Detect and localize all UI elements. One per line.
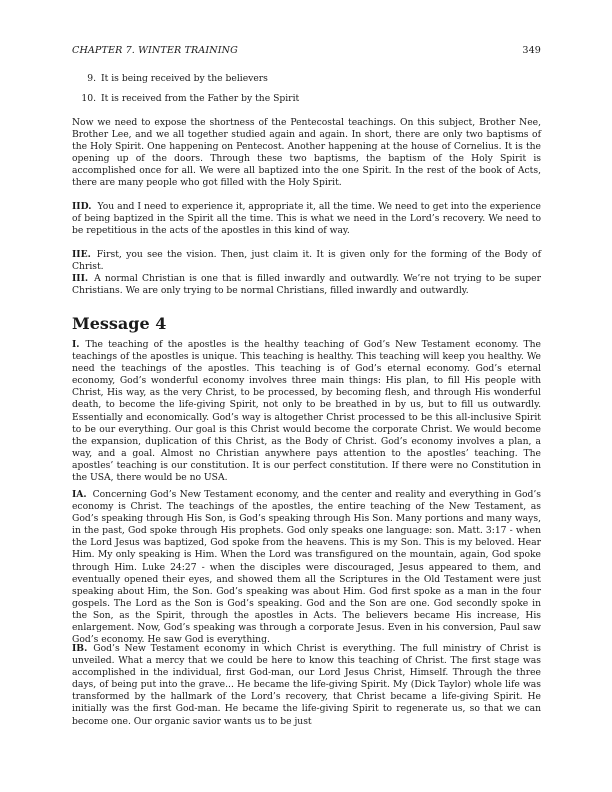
paragraph: [72, 643, 541, 728]
paragraph-text: The teaching of the apostles is the healthy teaching of God’s New Testament economy. The teachings of the apostles is unique. This teaching is healthy. This teaching will keep you healthy. We need the teachings of the apostles. This teaching is of God’s eternal economy. God’s eternal economy, God’s wonderful economy involves three main things: His plan, to fill His people with Christ, His way, as the very Christ, to be processed, by becoming flesh, and through His wonderful death, to become the life-giving Spirit, not only to be breathed in by us, but to fill us outwardly. Essentially and economically. God’s way is altogether Christ processed to be this all-inclusive Spirit to be our everything. Our goal is this Christ would become the corporate Christ. We would become the expansion, duplication of this Christ, as the Body of Christ. God’s economy involves a plan, a way, and a goal. Almost no Christian anywhere pays attention to the apostles’ teaching. The apostles’ teaching is our constitution. It is our perfect constitution. If there were no Constitution in the USA, there would be no USA.: [72, 339, 541, 484]
paragraph: [72, 273, 541, 297]
paragraph: [72, 489, 541, 646]
list-item-number: 9.: [87, 73, 96, 84]
paragraph: [72, 339, 541, 484]
numbered-list: [72, 73, 541, 113]
paragraph: [72, 249, 541, 273]
section-heading: Message 4: [72, 314, 167, 333]
paragraph-label: IIE.: [72, 249, 91, 260]
running-header: [72, 45, 541, 56]
list-item: [72, 93, 541, 113]
paragraph-text: God’s New Testament economy in which Christ is everything. The full ministry of Christ is unveiled. What a mercy that we could be here to know this teaching of Christ. The first stage was accomplished in the individual, first God-man, our Lord Jesus Christ, Himself. Through the three days, of being put into the grave... He became the life-giving Spirit. My (Dick Taylor) whole life was transformed by the hallmark of the Lord’s recovery, that Christ became a life-giving Spirit. He initially was the first God-man. He became the life-giving Spirit to regenerate us, so that we can become one. Our organic savior wants us to be just: [72, 643, 541, 727]
paragraph-text: You and I need to experience it, appropriate it, all the time. We need to get into the experience of being baptized in the Spirit all the time. This is what we need in the Lord’s recovery. We need to be repetitious in the acts of the apostles in this kind of way.: [72, 201, 541, 237]
list-item-text: It is being received by the believers: [101, 73, 268, 84]
paragraph-label: IA.: [72, 489, 87, 500]
page-number: 349: [522, 45, 541, 56]
paragraph: [72, 201, 541, 237]
list-item: [72, 73, 541, 93]
list-item-text: It is received from the Father by the Spirit: [101, 93, 300, 104]
list-item-number: 10.: [81, 93, 96, 104]
paragraph-text: First, you see the vision. Then, just claim it. It is given only for the forming of the Body of Christ.: [72, 249, 541, 273]
paragraph-label: III.: [72, 273, 89, 284]
paragraph-label: IB.: [72, 643, 88, 654]
paragraph-text: A normal Christian is one that is filled inwardly and outwardly. We’re not trying to be super Christians. We are only trying to be normal Christians, filled inwardly and outwardly.: [72, 273, 541, 297]
paragraph: [72, 117, 541, 190]
paragraph-label: IID.: [72, 201, 92, 212]
paragraph-label: I.: [72, 339, 80, 350]
paragraph-text: Concerning God’s New Testament economy, and the center and reality and everything in God’s economy is Christ. The teachings of the apostles, the entire teaching of the New Testament, as God’s speaking through His Son, is God’s speaking through His Son. Many portions and many ways, in the past, God spoke through His prophets. God only speaks one language: son. Matt. 3:17 - when the Lord Jesus was baptized, God spoke from the heavens. This is my Son. This is my beloved. Hear Him. My only speaking is Him. When the Lord was transfigured on the mountain, again, God spoke through Him. Luke 24:27 - when the disciples were discouraged, Jesus appeared to them, and eventually opened their eyes, and showed them all the Scriptures in the Old Testament were just speaking about Him, the Son. God’s speaking was about Him. God first spoke as a man in the four gospels. The Lord as the Son is God’s speaking. God and the Son are one. God secondly spoke in the Son, as the Spirit, through the apostles in Acts. The believers became His increase, His enlargement. Now, God’s speaking was through a corporate Jesus. Even in his conversion, Paul saw God’s economy. He saw God is everything.: [72, 489, 541, 646]
paragraph-text: Now we need to expose the shortness of the Pentecostal teachings. On this subject, Brother Nee, Brother Lee, and we all together studied again and again. In short, there are only two baptisms of the Holy Spirit. One happening on Pentecost. Another happening at the house of Cornelius. It is the opening up of the doors. Through these two baptisms, the baptism of the Holy Spirit is accomplished once for all. We were all baptized into the one Spirit. In the rest of the book of Acts, there are many people who got filled with the Holy Spirit.: [72, 117, 541, 189]
chapter-title: CHAPTER 7. WINTER TRAINING: [72, 45, 238, 56]
